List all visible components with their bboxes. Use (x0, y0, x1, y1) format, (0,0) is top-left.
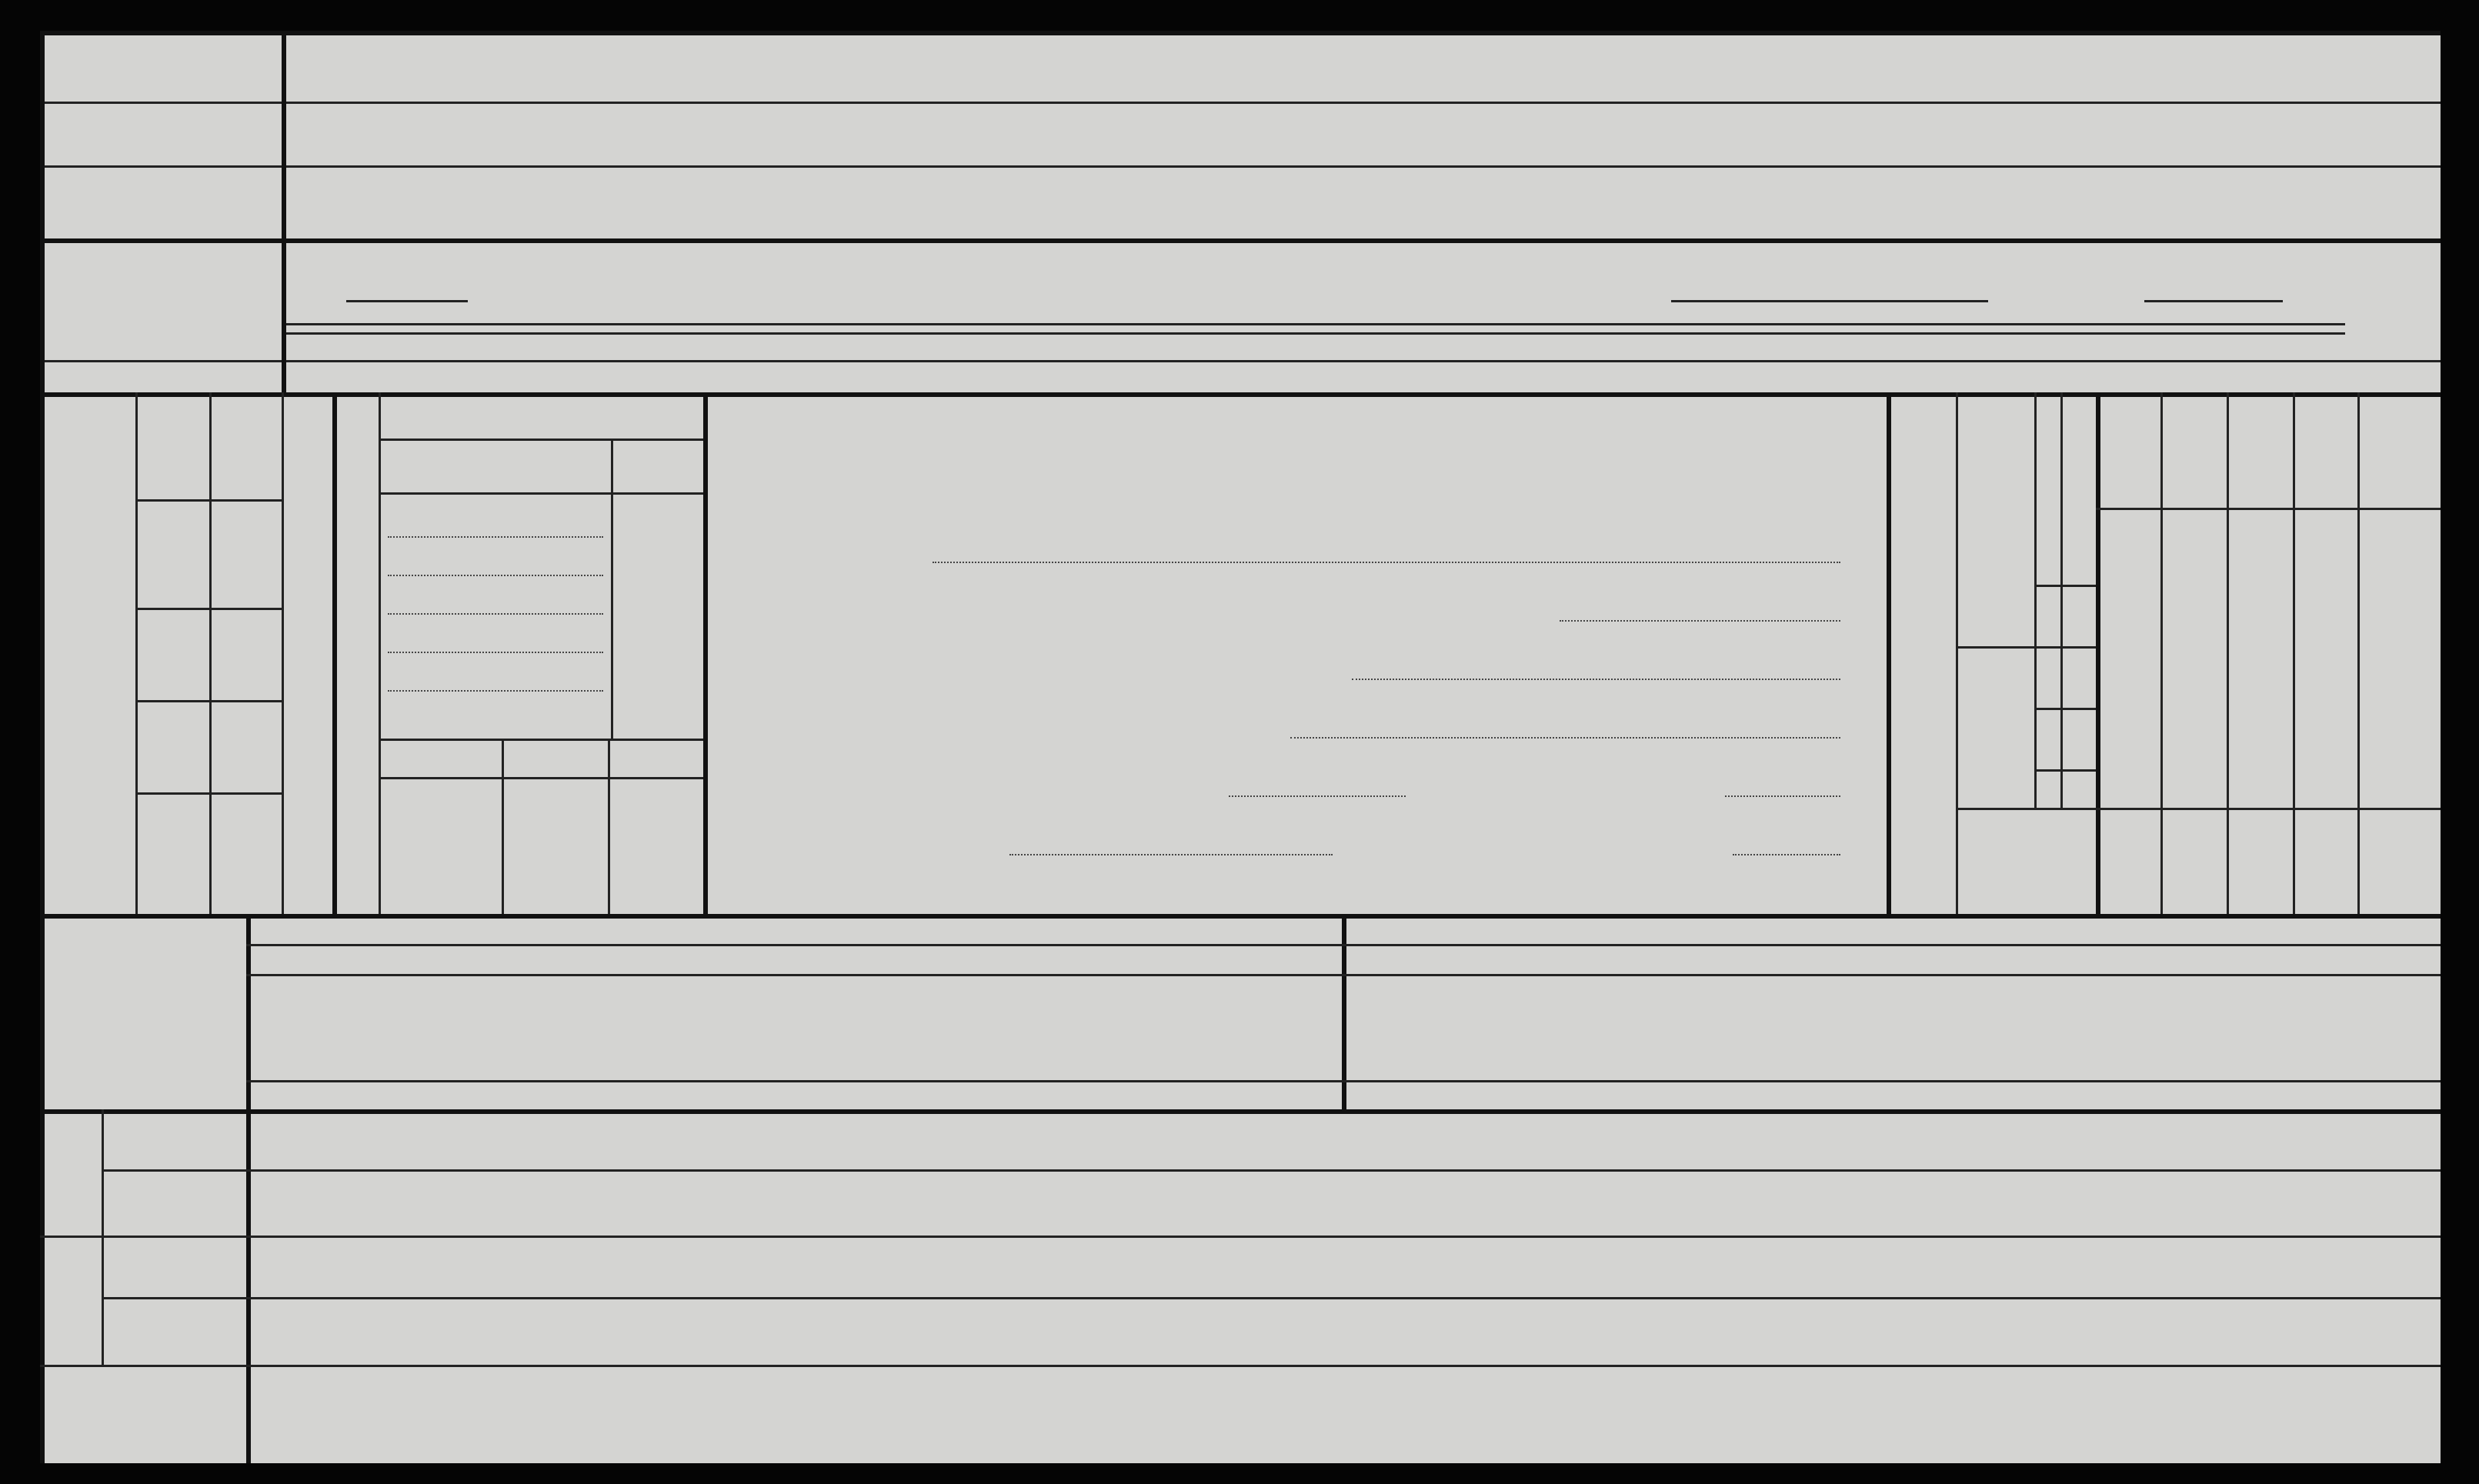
pop-women-total (2002, 654, 2031, 708)
workers-label (335, 400, 377, 908)
pop-men-working (2000, 715, 2033, 773)
pop-num-137 (2037, 650, 2059, 704)
distance-village-field[interactable] (1725, 794, 1840, 797)
pop-men-total (2002, 777, 2031, 805)
trade-row-2[interactable] (388, 573, 603, 576)
private-line-1-field[interactable] (933, 560, 1840, 563)
private-line-6-field[interactable] (1009, 852, 1333, 855)
pop-num-138 (2037, 589, 2059, 642)
pop-grand-total (1994, 515, 2034, 585)
trade-row-3[interactable] (388, 612, 603, 615)
private-line-4-field[interactable] (1290, 735, 1840, 739)
private-line-2-field[interactable] (1560, 619, 1840, 622)
distance-market-field[interactable] (1733, 852, 1840, 855)
pop-women (1959, 585, 1990, 677)
present-pop-label (1891, 400, 1953, 908)
trade-row-1[interactable] (388, 535, 603, 538)
nadel-label (45, 1112, 98, 1235)
pop-women-working (2000, 592, 2033, 646)
trade-row-4[interactable] (388, 650, 603, 653)
census-card (40, 31, 2441, 1463)
private-line-3-field[interactable] (1352, 677, 1840, 680)
pop-num-135 (2037, 773, 2059, 804)
private-line-5-field[interactable] (1229, 794, 1406, 797)
pop-men (1959, 708, 1990, 804)
pop-num-136 (2037, 712, 2059, 765)
pop-num-139 (2037, 523, 2059, 581)
trade-row-5[interactable] (388, 689, 603, 692)
nenadel-label (45, 1239, 98, 1363)
